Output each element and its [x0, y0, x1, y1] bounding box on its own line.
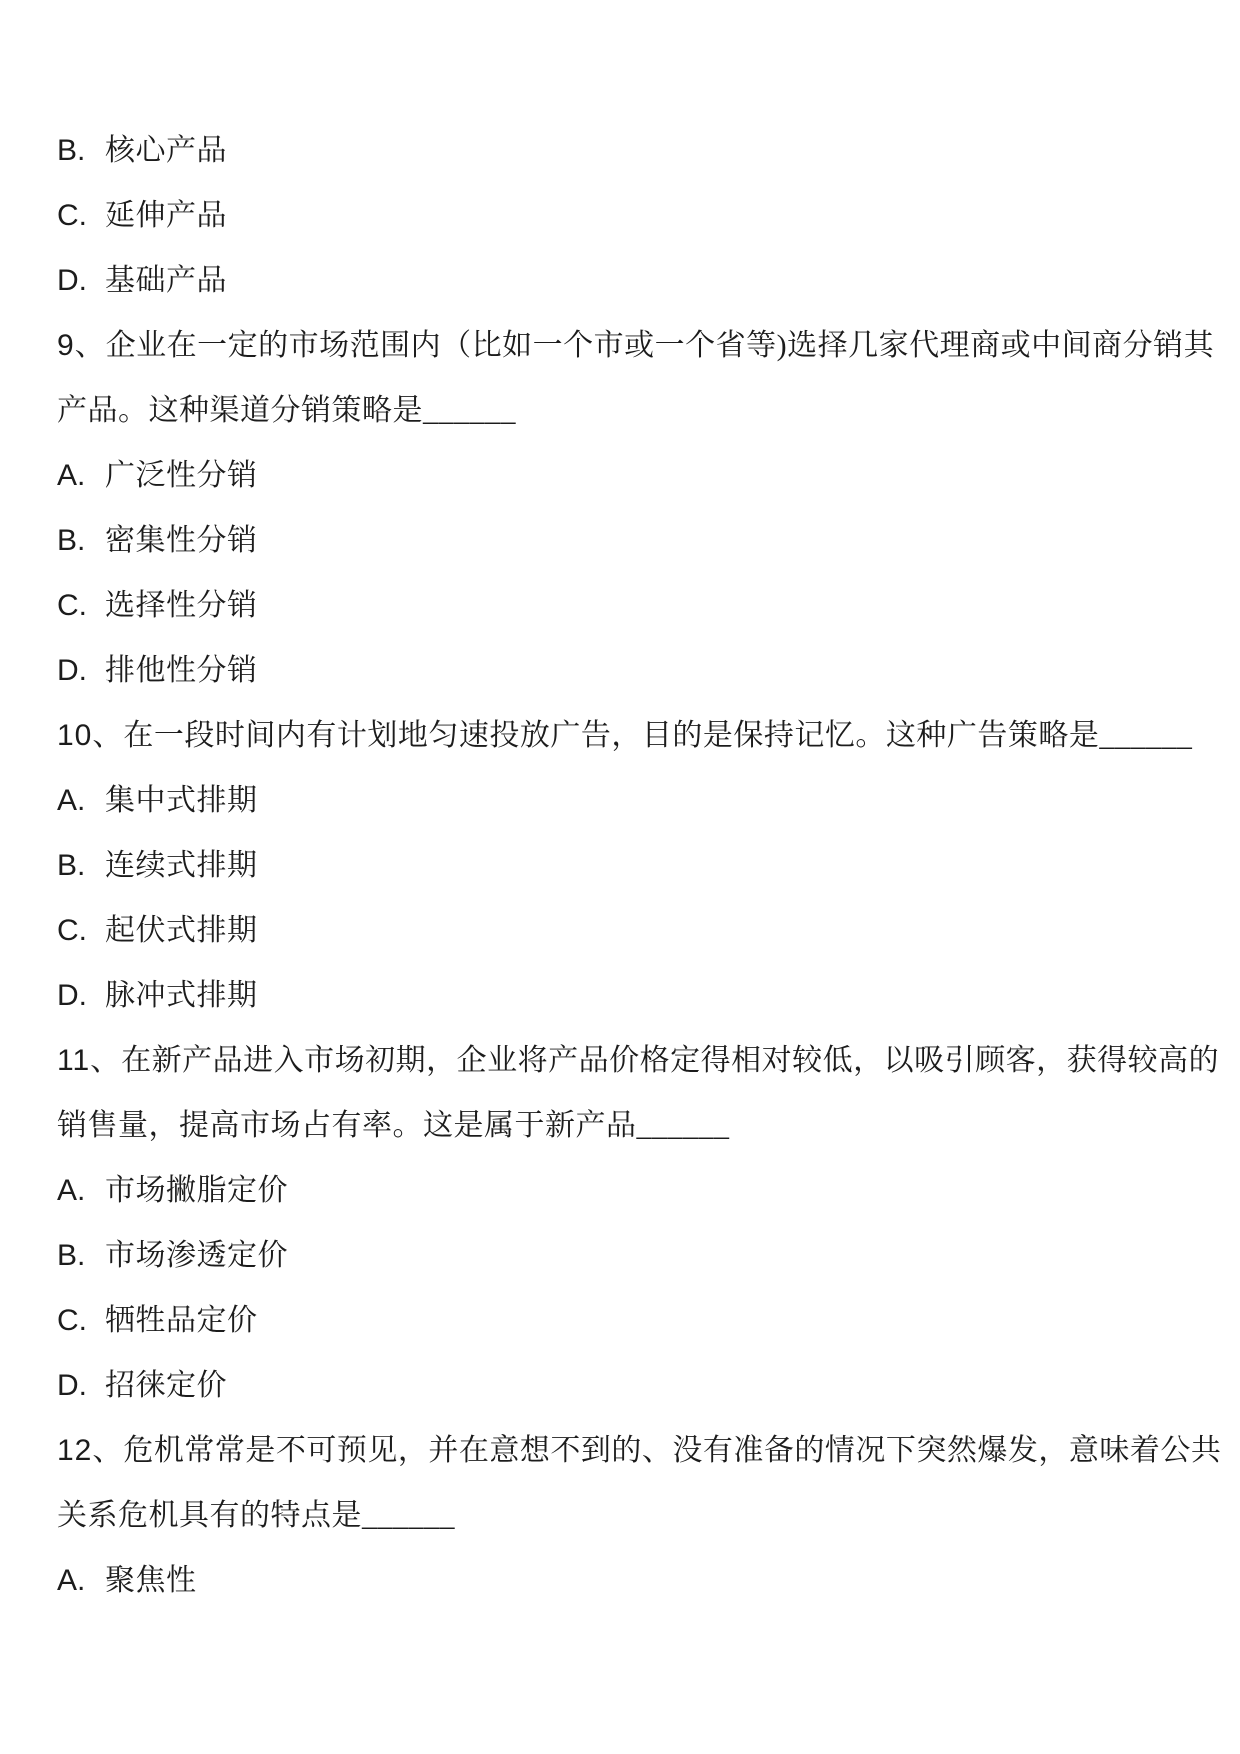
question-11-option-b-row — [57, 1223, 1202, 1288]
question-10-number: 10、 — [57, 718, 124, 752]
option-letter: C. — [57, 913, 87, 947]
question-11-option-a-row — [57, 1158, 1202, 1223]
question-12-number: 12、 — [57, 1433, 124, 1467]
option-text: 密集性分销 — [105, 523, 258, 557]
option-letter: C. — [57, 1303, 87, 1337]
option-text: 广泛性分销 — [105, 458, 258, 492]
question-10-option-a-row — [57, 768, 1202, 833]
option-letter: A. — [57, 783, 86, 817]
option-letter: C. — [57, 588, 87, 622]
question-12-text: 危机常常是不可预见，并在意想不到的、没有准备的情况下突然爆发，意味着公共 — [123, 1433, 1222, 1467]
option-letter: D. — [57, 978, 87, 1012]
option-text: 市场撇脂定价 — [105, 1173, 288, 1207]
option-text: 集中式排期 — [105, 783, 258, 817]
question-9-option-c-row — [57, 573, 1202, 638]
question-11-stem-line-1 — [57, 1028, 1220, 1093]
option-letter: B. — [57, 523, 86, 557]
option-letter: D. — [57, 263, 87, 297]
question-12-text-continued: 关系危机具有的特点是______ — [57, 1498, 455, 1532]
question-9-text: 企业在一定的市场范围内（比如一个市或一个省等)选择几家代理商或中间商分销其 — [105, 328, 1215, 362]
option-text: 排他性分销 — [105, 653, 258, 687]
option-letter: A. — [57, 1173, 86, 1207]
option-text: 核心产品 — [105, 133, 227, 167]
question-11-text-continued: 销售量，提高市场占有率。这是属于新产品______ — [57, 1108, 730, 1142]
question-9-stem-line-2 — [57, 378, 1202, 443]
question-10-option-b-row — [57, 833, 1202, 898]
question-9-number: 9、 — [57, 328, 106, 362]
option-text: 脉冲式排期 — [105, 978, 258, 1012]
option-letter: B. — [57, 848, 86, 882]
question-11-option-c-row — [57, 1288, 1202, 1353]
option-text: 起伏式排期 — [105, 913, 258, 947]
question-12-stem-line-1 — [57, 1418, 1222, 1483]
option-letter: D. — [57, 653, 87, 687]
option-text: 市场渗透定价 — [105, 1238, 288, 1272]
question-10-text: 在一段时间内有计划地匀速投放广告，目的是保持记忆。这种广告策略是______ — [123, 718, 1193, 752]
option-letter: A. — [57, 458, 86, 492]
question-11-option-d-row — [57, 1353, 1202, 1418]
question-9-stem-line-1 — [57, 313, 1215, 378]
question-10-stem-line-1 — [57, 703, 1202, 768]
option-text: 招徕定价 — [105, 1368, 227, 1402]
question-11-stem-line-2 — [57, 1093, 1202, 1158]
question-12-stem-line-2 — [57, 1483, 1202, 1548]
option-letter: D. — [57, 1368, 87, 1402]
question-12-option-a-row — [57, 1548, 1202, 1613]
option-text: 牺牲品定价 — [105, 1303, 258, 1337]
prev-option-d-row — [57, 248, 1202, 313]
option-text: 选择性分销 — [105, 588, 258, 622]
question-11-number: 11、 — [57, 1043, 122, 1077]
option-letter: A. — [57, 1563, 86, 1597]
option-text: 基础产品 — [105, 263, 227, 297]
question-9-option-b-row — [57, 508, 1202, 573]
question-10-option-c-row — [57, 898, 1202, 963]
question-11-text: 在新产品进入市场初期，企业将产品价格定得相对较低，以吸引顾客，获得较高的 — [121, 1043, 1220, 1077]
question-10-option-d-row — [57, 963, 1202, 1028]
option-letter: B. — [57, 1238, 86, 1272]
option-letter: C. — [57, 198, 87, 232]
option-letter: B. — [57, 133, 86, 167]
option-text: 连续式排期 — [105, 848, 258, 882]
prev-option-b-row — [57, 118, 1202, 183]
prev-option-c-row — [57, 183, 1202, 248]
question-9-option-d-row — [57, 638, 1202, 703]
question-9-option-a-row — [57, 443, 1202, 508]
question-9-text-continued: 产品。这种渠道分销策略是______ — [57, 393, 516, 427]
option-text: 延伸产品 — [105, 198, 227, 232]
option-text: 聚焦性 — [105, 1563, 197, 1597]
